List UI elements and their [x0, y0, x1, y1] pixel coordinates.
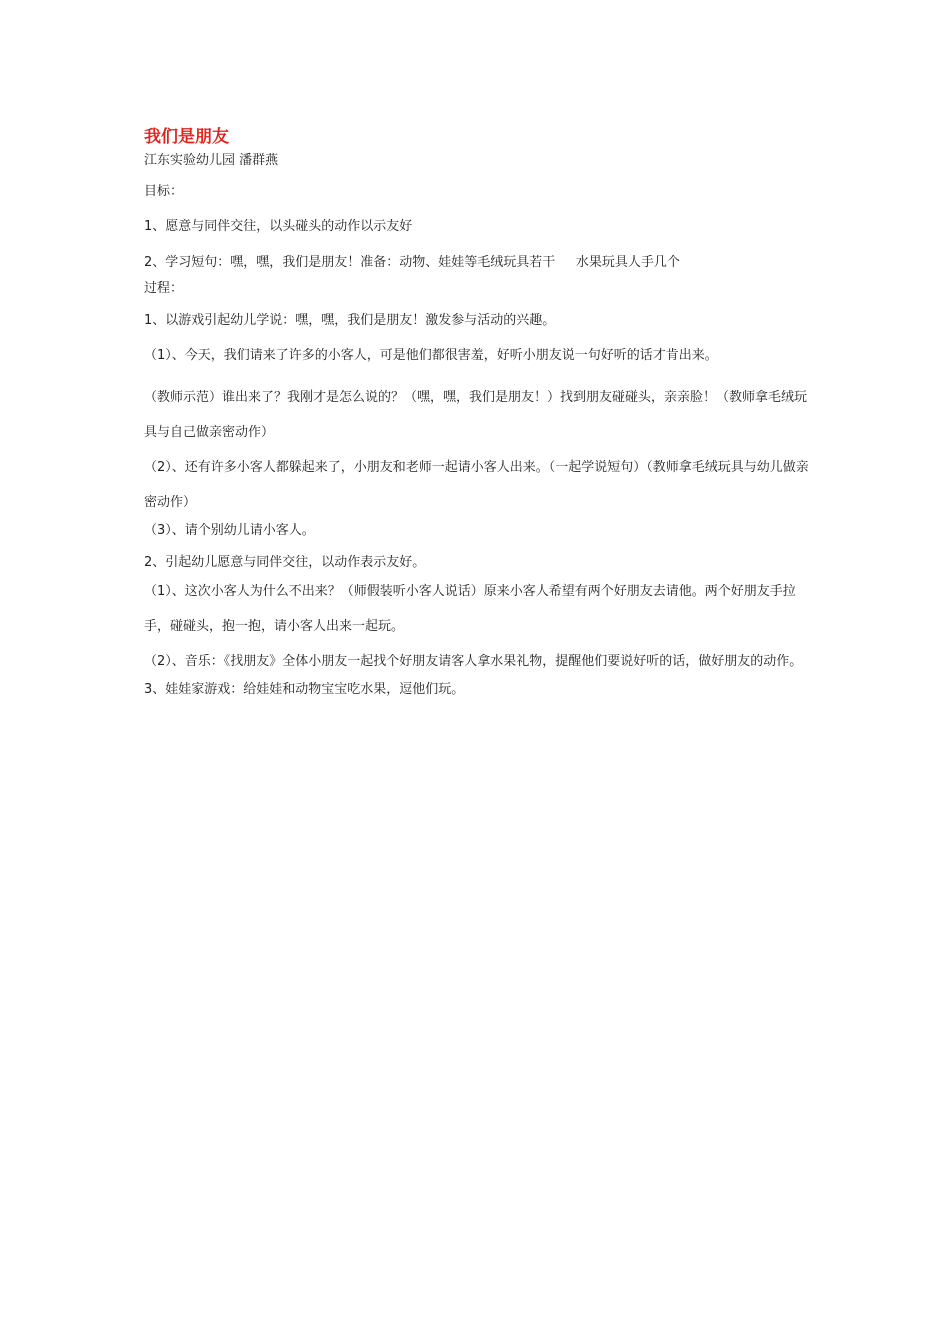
author-line: 江东实验幼儿园 潘群燕 — [144, 153, 279, 168]
paragraph-step-1-2: （2）、还有许多小客人都躲起来了，小朋友和老师一起请小客人出来。（一起学说短句）（教师拿毛绒玩具与幼儿做亲密动作） — [144, 460, 809, 510]
paragraph-step-1-1-detail: （教师示范）谁出来了？我刚才是怎么说的？（嘿，嘿，我们是朋友！）找到朋友碰碰头，亲亲脸！（教师拿毛绒玩具与自己做亲密动作） — [144, 390, 808, 440]
document-page — [144, 124, 814, 701]
paragraph-goal-2: 2、学习短句：嘿，嘿，我们是朋友！准备：动物、娃娃等毛绒玩具若干 水果玩具人手几个 — [144, 255, 680, 270]
paragraph-process-heading: 过程： — [144, 281, 184, 296]
paragraph-step-1: 1、以游戏引起幼儿学说：嘿，嘿，我们是朋友！激发参与活动的兴趣。 — [144, 313, 556, 328]
paragraph-step-2-2: （2）、音乐：《找朋友》全体小朋友一起找个好朋友请客人拿水果礼物，提醒他们要说好听的话，做好朋友的动作。 — [144, 654, 803, 669]
paragraph-goal-1: 1、愿意与同伴交往，以头碰头的动作以示友好 — [144, 219, 413, 234]
paragraph-step-2: 2、引起幼儿愿意与同伴交往，以动作表示友好。 — [144, 555, 426, 570]
paragraph-step-3: 3、娃娃家游戏：给娃娃和动物宝宝吃水果，逗他们玩。 — [144, 682, 465, 697]
document-title: 我们是朋友 — [144, 127, 229, 147]
paragraph-step-1-1: （1）、今天，我们请来了许多的小客人，可是他们都很害羞，好听小朋友说一句好听的话才肯出来。 — [144, 348, 718, 363]
paragraph-goals-heading: 目标： — [144, 184, 184, 199]
paragraph-step-1-3: （3）、请个别幼儿请小客人。 — [144, 523, 315, 538]
paragraph-step-2-1: （1）、这次小客人为什么不出来？（师假装听小客人说话）原来小客人希望有两个好朋友去请他。两个好朋友手拉手，碰碰头，抱一抱，请小客人出来一起玩。 — [144, 584, 796, 634]
